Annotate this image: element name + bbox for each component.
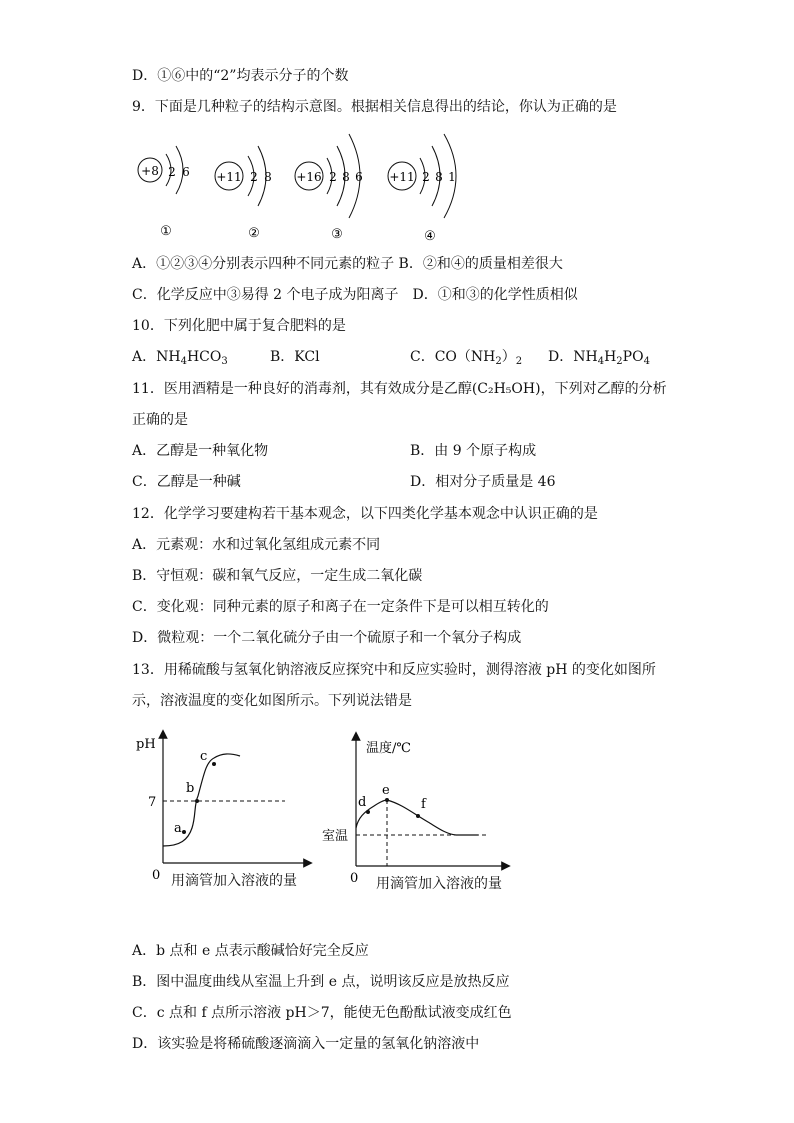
q13-option-d: D．该实验是将稀硫酸逐滴滴入一定量的氢氧化钠溶液中 xyxy=(132,1036,480,1052)
q11-option-b: B．由 9 个原子构成 xyxy=(410,443,537,459)
atom-4-shell-1: 2 xyxy=(422,170,430,184)
q10-c-sub2: 2 xyxy=(515,356,523,367)
atom-4-label: ④ xyxy=(424,229,436,244)
atom-4-shell-2: 8 xyxy=(435,170,443,184)
q10-a-sub1: 4 xyxy=(180,356,187,367)
q10-option-c xyxy=(410,348,522,366)
ph-point-c xyxy=(212,762,216,766)
atom-3-label: ③ xyxy=(331,227,343,242)
q10-c-text: C．CO（NH xyxy=(410,349,496,365)
q10-option-d xyxy=(548,348,650,366)
temp-origin: 0 xyxy=(350,871,359,886)
ph-ref-label: 7 xyxy=(148,795,157,810)
q11-option-c: C．乙醇是一种碱 xyxy=(132,474,241,490)
q11-stem-1: 11．医用酒精是一种良好的消毒剂，其有效成分是乙醇(C₂H₅OH)，下列对乙醇的分析 xyxy=(132,381,667,397)
temp-label-d: d xyxy=(358,795,367,810)
q10-d-text2: H xyxy=(604,349,617,365)
q8-option-d: D．①⑥中的“2”均表示分子的个数 xyxy=(132,68,349,84)
ph-label-b: b xyxy=(186,781,195,796)
q10-a-sub2: 3 xyxy=(221,356,228,367)
temp-label-e: e xyxy=(382,783,390,798)
q12-stem: 12．化学学习要建构若干基本观念，以下四类化学基本观念中认识正确的是 xyxy=(132,506,598,522)
q10-c-sub1: 2 xyxy=(495,356,502,367)
q13-option-b: B．图中温度曲线从室温上升到 e 点，说明该反应是放热反应 xyxy=(132,974,510,990)
q10-option-a xyxy=(132,348,228,366)
atom-3-nucleus: +16 xyxy=(296,170,322,184)
q12-option-c: C．变化观：同种元素的原子和离子在一定条件下是可以相互转化的 xyxy=(132,599,549,615)
ph-graph xyxy=(130,728,320,893)
q10-c-text2: ） xyxy=(501,349,516,365)
atom-2-shell-2: 8 xyxy=(264,170,272,184)
atom-4-shell-3: 1 xyxy=(448,170,456,184)
q10-d-text: D．NH xyxy=(548,349,598,365)
atom-3-shell-2: 8 xyxy=(342,170,350,184)
ph-point-b xyxy=(195,799,199,803)
temp-y-label: 温度/℃ xyxy=(366,741,411,756)
temp-point-e xyxy=(385,798,389,802)
q11-stem-2: 正确的是 xyxy=(132,412,188,428)
ph-origin: 0 xyxy=(152,868,161,883)
atom-diagram-3 xyxy=(293,128,378,244)
atom-3-shell-1: 2 xyxy=(329,170,337,184)
q10-option-b: B．KCl xyxy=(270,349,320,365)
atom-1-shell-1: 2 xyxy=(168,165,176,179)
atom-4-nucleus: +11 xyxy=(389,170,415,184)
temp-label-f: f xyxy=(421,797,426,812)
atom-2-nucleus: +11 xyxy=(216,170,242,184)
q11-option-d: D．相对分子质量是 46 xyxy=(410,474,556,490)
atom-diagram-1 xyxy=(136,134,198,244)
q10-stem: 10．下列化肥中属于复合肥料的是 xyxy=(132,318,346,334)
temp-ref-label: 室温 xyxy=(322,829,349,844)
q9-stem: 9．下面是几种粒子的结构示意图。根据相关信息得出的结论，你认为正确的是 xyxy=(132,99,617,115)
atom-1-label: ① xyxy=(160,224,172,239)
q10-d-sub1: 4 xyxy=(597,356,605,367)
atom-2-shell-1: 2 xyxy=(250,170,258,184)
q13-stem-1: 13．用稀硫酸与氢氧化钠溶液反应探究中和反应实验时，测得溶液 pH 的变化如图所 xyxy=(132,662,656,678)
q10-a-text: A．NH xyxy=(132,349,181,365)
q11-option-a: A．乙醇是一种氧化物 xyxy=(132,443,269,459)
atom-3-shell-3: 6 xyxy=(355,170,363,184)
q9-options-cd: C．化学反应中③易得 2 个电子成为阳离子 D．①和③的化学性质相似 xyxy=(132,287,578,303)
temp-point-d xyxy=(366,810,370,814)
atom-2-label: ② xyxy=(248,226,260,241)
atom-diagram-2 xyxy=(212,134,282,244)
temp-point-f xyxy=(416,814,420,818)
ph-label-a: a xyxy=(174,821,182,836)
ph-label-c: c xyxy=(200,749,208,764)
atom-1-shell-2: 6 xyxy=(182,165,190,179)
q12-option-d: D．微粒观：一个二氧化硫分子由一个硫原子和一个氧分子构成 xyxy=(132,630,522,646)
temperature-graph xyxy=(318,728,518,893)
q13-stem-2: 示，溶液温度的变化如图所示。下列说法错是 xyxy=(132,693,412,709)
q13-option-a: A．b 点和 e 点表示酸碱恰好完全反应 xyxy=(132,943,369,959)
ph-x-label: 用滴管加入溶液的量 xyxy=(171,873,297,889)
temp-x-label: 用滴管加入溶液的量 xyxy=(376,876,502,892)
atom-1-nucleus: +8 xyxy=(141,164,159,178)
q12-option-b: B．守恒观：碳和氧气反应，一定生成二氧化碳 xyxy=(132,568,423,584)
q9-options-ab: A．①②③④分别表示四种不同元素的粒子 B．②和④的质量相差很大 xyxy=(132,256,563,272)
q10-d-sub3: 4 xyxy=(643,356,650,367)
ph-y-label: pH xyxy=(136,737,156,752)
q10-a-text2: HCO xyxy=(186,349,222,365)
atom-diagram-4 xyxy=(386,128,476,246)
ph-point-a xyxy=(182,830,186,834)
q10-d-sub2: 2 xyxy=(616,356,623,367)
q12-option-a: A．元素观：水和过氧化氢组成元素不同 xyxy=(132,537,381,553)
q13-option-c: C．c 点和 f 点所示溶液 pH＞7，能使无色酚酞试液变成红色 xyxy=(132,1005,512,1021)
q10-d-text3: PO xyxy=(622,349,644,365)
